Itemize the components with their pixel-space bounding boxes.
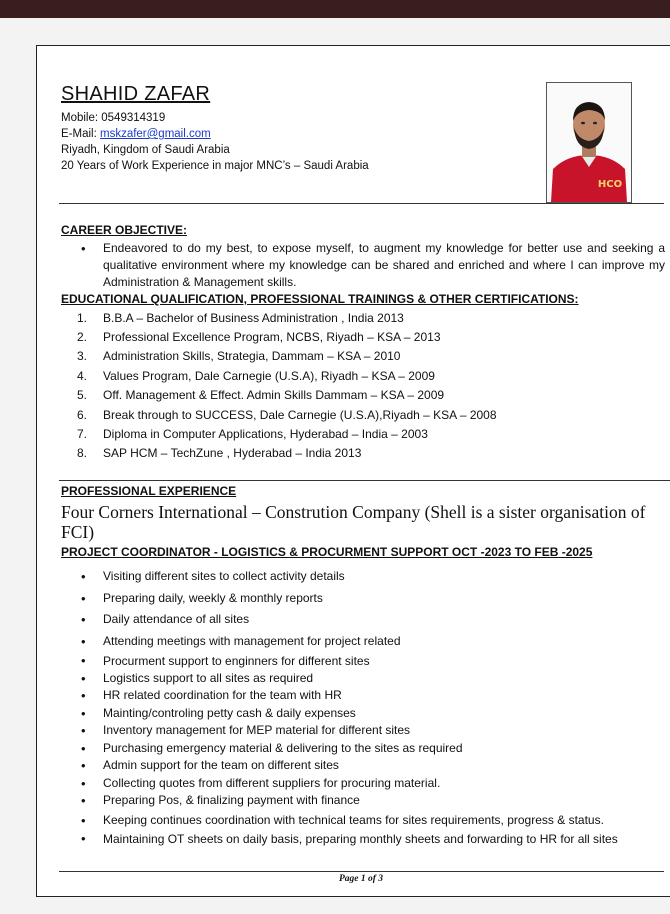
duty-item: • Purchasing emergency material & delivering to the sites as required xyxy=(77,740,667,758)
education-item xyxy=(77,386,497,405)
education-item-number: 7. xyxy=(77,427,88,442)
education-item-text: B.B.A – Bachelor of Business Administration , India 2013 xyxy=(103,310,404,325)
page-number: Page 1 of 3 xyxy=(338,874,384,884)
header-divider xyxy=(59,203,664,204)
education-heading: EDUCATIONAL QUALIFICATION, PROFESSIONAL TRAININGS & OTHER CERTIFICATIONS: xyxy=(61,292,579,306)
duty-item: • Procurment support to enginners for different sites xyxy=(77,652,667,670)
career-objective-heading: CAREER OBJECTIVE: xyxy=(61,223,188,237)
education-item-text: Professional Excellence Program, NCBS, Riyadh – KSA – 2013 xyxy=(103,330,441,345)
contact-block xyxy=(61,110,369,174)
experience-heading: PROFESSIONAL EXPERIENCE xyxy=(61,484,237,498)
education-item-text: SAP HCM – TechZune , Hyderabad – India 2013 xyxy=(103,446,362,461)
experience-divider xyxy=(59,480,670,481)
education-item xyxy=(77,308,497,327)
career-objective-list xyxy=(77,240,665,291)
duty-item: • Preparing Pos, & finalizing payment with finance xyxy=(77,792,667,810)
education-item xyxy=(77,444,497,463)
education-item-number: 1. xyxy=(77,310,88,325)
location-line: Riyadh, Kingdom of Saudi Arabia xyxy=(61,144,230,156)
email-link[interactable]: mskzafer@gmail.com xyxy=(99,128,211,140)
education-item-number: 8. xyxy=(77,446,88,461)
education-item xyxy=(77,366,497,385)
duty-item: • Visiting different sites to collect activity details xyxy=(77,566,667,588)
duty-item: • Attending meetings with management for project related xyxy=(77,631,667,652)
career-objective-text: • Endeavored to do my best, to expose myself, to augment my knowledge for better use and seeking a qualitative environment where my knowledge can be shared and enriched and where I can improve my Administration & Management skills. xyxy=(77,240,665,291)
role-title: PROJECT COORDINATOR - LOGISTICS & PROCURMENT SUPPORT OCT -2023 TO FEB -2025 xyxy=(61,545,593,559)
duty-item: • HR related coordination for the team with HR xyxy=(77,687,667,705)
education-item-text: Administration Skills, Strategia, Dammam – KSA – 2010 xyxy=(103,349,401,364)
duty-item: • Collecting quotes from different suppliers for procuring material. xyxy=(77,775,667,793)
education-item xyxy=(77,347,497,366)
duty-item: • Inventory management for MEP material for different sites xyxy=(77,722,667,740)
education-item-text: Diploma in Computer Applications, Hyderabad – India – 2003 xyxy=(103,427,428,442)
duty-item: • Daily attendance of all sites xyxy=(77,609,667,631)
education-item xyxy=(77,424,497,443)
top-bar xyxy=(0,0,670,18)
education-item-number: 2. xyxy=(77,330,88,345)
experience-line: 20 Years of Work Experience in major MNC’s – Saudi Arabia xyxy=(61,160,369,172)
duty-item: • Admin support for the team on different sites xyxy=(77,757,667,775)
profile-photo xyxy=(546,82,632,203)
education-item-number: 5. xyxy=(77,388,88,403)
education-item-text: Break through to SUCCESS, Dale Carnegie (U.S.A),Riyadh – KSA – 2008 xyxy=(103,407,497,422)
education-item-text: Values Program, Dale Carnegie (U.S.A), Riyadh – KSA – 2009 xyxy=(103,368,435,383)
company-name: Four Corners International – Constrution Company (Shell is a sister organisation of FCI) xyxy=(61,502,646,542)
education-item xyxy=(77,405,497,424)
duty-item: • Keeping continues coordination with technical teams for sites requirements, progress & status. xyxy=(77,810,667,832)
candidate-name: SHAHID ZAFAR xyxy=(61,83,211,105)
education-item-number: 6. xyxy=(77,407,88,422)
resume-page xyxy=(36,45,670,897)
education-item xyxy=(77,327,497,346)
duty-item: • Logistics support to all sites as required xyxy=(77,670,667,688)
email-line xyxy=(61,126,369,142)
email-label: E-Mail: xyxy=(61,128,100,140)
duties-list xyxy=(77,566,667,847)
education-item-text: Off. Management & Effect. Admin Skills Dammam – KSA – 2009 xyxy=(103,388,445,403)
duty-item: • Maintaining OT sheets on daily basis, preparing monthly sheets and forwarding to HR for all sites xyxy=(77,831,667,847)
footer-divider xyxy=(59,871,664,872)
education-item-number: 4. xyxy=(77,368,88,383)
duty-item: • Mainting/controling petty cash & daily expenses xyxy=(77,705,667,723)
duty-item: • Preparing daily, weekly & monthly reports xyxy=(77,588,667,610)
education-item-number: 3. xyxy=(77,349,88,364)
mobile-line: Mobile: 0549314319 xyxy=(61,112,166,124)
shirt-logo: HCO xyxy=(597,179,623,190)
education-list xyxy=(77,308,497,463)
